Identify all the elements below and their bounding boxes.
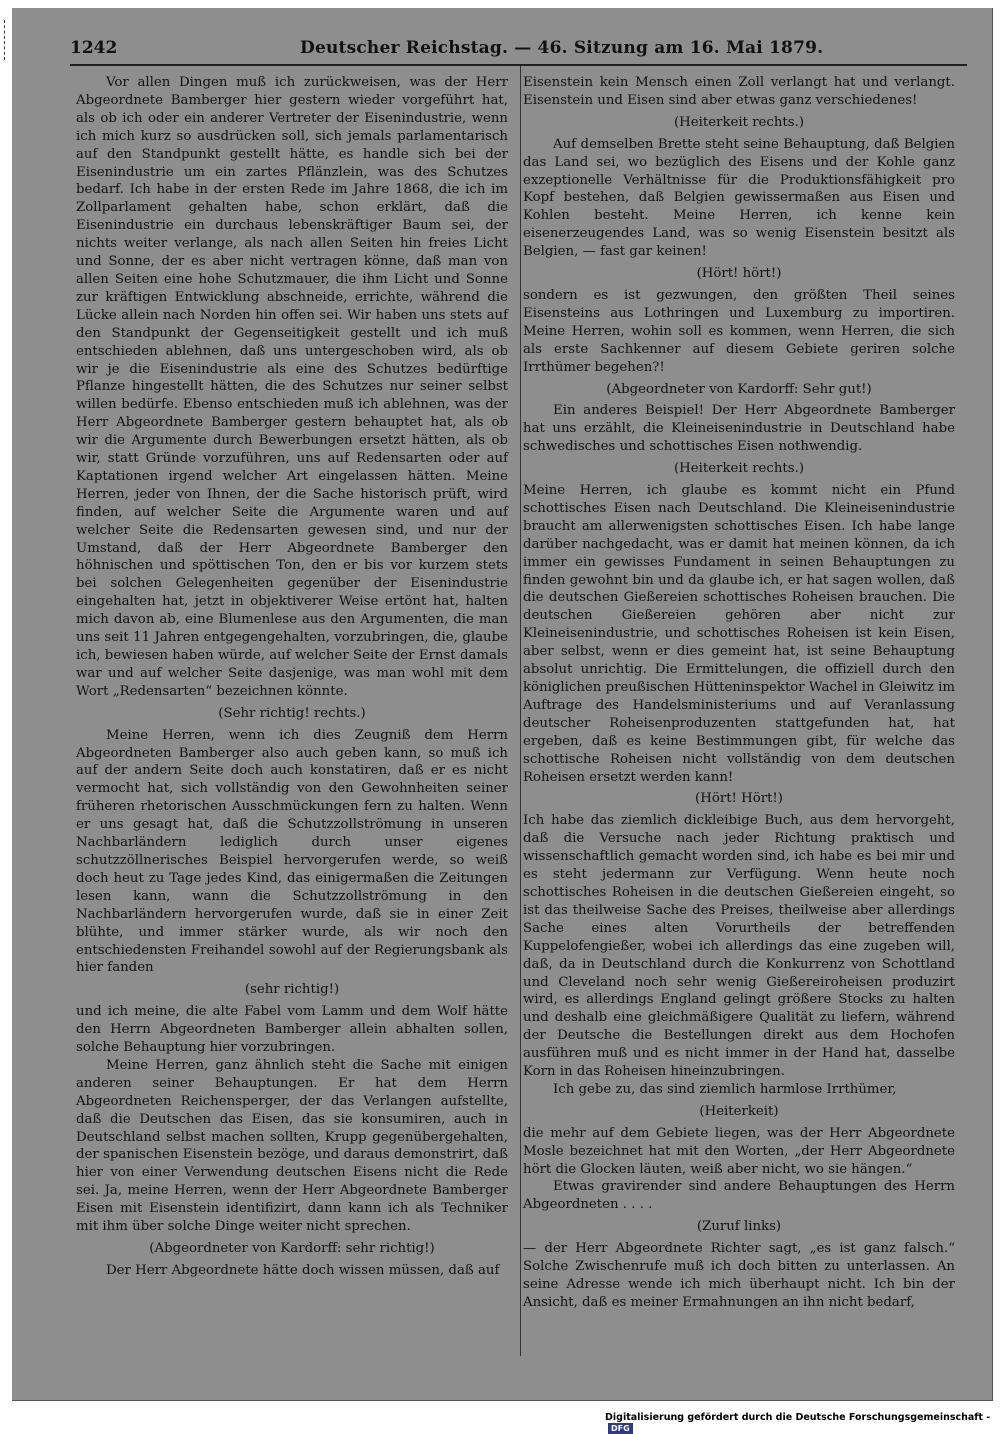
- interjection: (Zuruf links): [696, 1219, 782, 1235]
- paragraph: Auf demselben Brette steht seine Behauptung, daß Belgien das Land sei, wo bezüglich des Eisens und der Kohle ganz exzeptionelle Verhältnisse für die Produktionsfähigkeit pro Kopf bestehen, daß Belgien gewissermaßen aus Eisen und Kohlen besteht. Meine Herren, ich kenne kein eisenerzeugendes Land, was so wenig Eisenstein besitzt als Belgien, — fast gar keinen!: [523, 136, 955, 260]
- paragraph: Ich habe das ziemlich dickleibige Buch, aus dem hervorgeht, daß die Versuche nach jeder Richtung praktisch und wissenschaftlich gemacht worden sind, ich habe es bei mir und es steht jedermann zur Verfügung. Wenn heute noch schottisches Roheisen in die deutschen Gießereien eingeht, so ist das theilweise Sache des Preises, theilweise aber allerdings Sache eines alten Vorurtheils der betreffenden Kuppelofengießer, wobei ich allerdings das eine zugeben will, daß, da in Deutschland durch die Konkurrenz von Schottland und Cleveland noch sehr wenig Gießereiroheisen produzirt wird, es allerdings England gelingt größere Stocks zu halten und deshalb eine gleichmäßigere Qualität zu liefern, während der Deutsche die Bestellungen direkt aus dem Hochofen ausführen muß und es nicht immer in der Hand hat, dasselbe Korn in das Roheisen hineinzubringen.: [523, 813, 955, 1080]
- paragraph: Eisenstein kein Mensch einen Zoll verlangt hat und verlangt. Eisenstein und Eisen sind aber etwas ganz verschiedenes!: [523, 75, 955, 108]
- paragraph: Meine Herren, ich glaube es kommt nicht ein Pfund schottisches Eisen nach Deutschland. Die Kleineisenindustrie braucht am allerwenigsten schottisches Eisen. Ich habe lange darüber nachgedacht, was er damit hat meinen können, da ich immer ein gewisses Fundament in seinen Behauptungen zu finden gewohnt bin und da glaube ich, er hat sagen wollen, daß die deutschen Gießereien schottisches Roheisen brauchen. Die deutschen Gießereien gehören aber nicht zur Kleineisenindustrie, und schottisches Roheisen ist kein Eisen, aber selbst, wenn er dies gemeint hat, ist seine Behauptung absolut unrichtig. Die Ermittelungen, die offiziell durch den königlichen preußischen Hütteninspektor Wachel in Gleiwitz im Auftrage des Handelsministeriums und auf Veranlassung deutscher Roheisenproduzenten stattgefunden hat, hat ergeben, daß es keine Bestimmungen gibt, für welche das schottische Roheisen nicht vollständig von dem deutschen Roheisen ersetzt werden kann!: [523, 483, 955, 785]
- page-header: [70, 36, 967, 66]
- page-title: Deutscher Reichstag. — 46. Sitzung am 16. Mai 1879.: [300, 38, 824, 58]
- interjection: (sehr richtig!): [244, 982, 340, 998]
- right-column: [523, 74, 955, 1312]
- interjection: (Heiterkeit): [699, 1103, 779, 1119]
- interjection: (Hört! Hört!): [695, 791, 783, 807]
- paragraph: und ich meine, die alte Fabel vom Lamm und dem Wolf hätte den Herrn Abgeordneten Bamberger allein abhalten sollen, solche Behauptung hier vorzubringen.: [76, 1004, 508, 1056]
- interjection: (Heiterkeit rechts.): [673, 114, 805, 130]
- paragraph: Vor allen Dingen muß ich zurückweisen, was der Herr Abgeordnete Bamberger hier gestern wieder vorgeführt hat, als ob ich oder ein anderer Vertreter der Eisenindustrie, wenn ich mich kurz so ausdrücken soll, sich jemals parlamentarisch auf den Standpunkt gestellt hätte, es handle sich bei der Eisenindustrie um ein zartes Pflänzlein, was des Schutzes bedarf. Ich habe in der ersten Rede im Jahre 1868, die ich im Zollparlament gehalten habe, schon erklärt, daß die Eisenindustrie ein durchaus lebenskräftiger Baum sei, der nichts weiter verlange, als nach allen Seiten hin freies Licht und Sonne, der es aber nicht vertragen könne, daß man von allen Seiten eine hohe Schutzmauer, die ihm Licht und Sonne zur kräftigen Entwicklung abschneide, errichte, während die Lücke allein nach Norden hin offen sei. Wir haben uns stets auf den Standpunkt der Gegenseitigkeit gestellt und ich muß entschieden ablehnen, daß uns untergeschoben wird, als ob wir je die Eisenindustrie als eine des Schutzes bedürftige Pflanze hingestellt hätten, die des Schutzes nur seiner selbst willen bedürfe. Ebenso entschieden muß ich ablehnen, was der Herr Abgeordnete Bamberger gestern behauptet hat, als ob wir die Argumente durch Bewerbungen ersetzt hätten, als ob wir, statt Gründe vorzuführen, uns auf Redensarten oder auf Kaptationen irgend welcher Art eingelassen hätten. Meine Herren, jeder von Ihnen, der die Sache historisch prüft, wird finden, auf welcher Seite die Argumente waren und auf welcher Seite die Redensarten gewesen sind, und nur der Umstand, daß der Herr Abgeordnete Bamberger den höhnischen und spöttischen Ton, den er bis vor kurzem stets bei solchen Gelegenheiten gegenüber der Eisenindustrie eingehalten hat, jetzt in objektiverer Weise ertönt hat, halten mich davon ab, eine Blumenlese aus den Argumenten, die man uns seit 11 Jahren entgegengehalten, vorzubringen, die, glaube ich, bewiesen haben würde, auf welcher Seite der Ernst damals war und auf welcher Seite dasjenige, was man wohl mit dem Wort „Redensarten“ bezeichnen könnte.: [76, 75, 508, 699]
- left-column: [76, 74, 508, 1280]
- interjection: (Heiterkeit rechts.): [673, 461, 805, 477]
- header-rule: [70, 64, 967, 66]
- interjection: (Hört! hört!): [696, 266, 782, 282]
- footer: [605, 1412, 1000, 1434]
- column-divider: [520, 66, 521, 1356]
- paragraph: Der Herr Abgeordnete hätte doch wissen müssen, daß auf: [106, 1262, 500, 1278]
- paragraph: Ein anderes Beispiel! Der Herr Abgeordnete Bamberger hat uns erzählt, die Kleineisenindustrie in Deutschland habe schwedisches und schottisches Eisen nothwendig.: [523, 403, 955, 455]
- paragraph: sondern es ist gezwungen, den größten Theil seines Eisensteins aus Lothringen und Luxemburg zu importiren. Meine Herren, wohin soll es kommen, wenn Herren, die sich als erste Sachkenner auf diesem Gebiete geriren solche Irrthümer begehen?!: [523, 287, 955, 375]
- paragraph: Meine Herren, ganz ähnlich steht die Sache mit einigen anderen seiner Behauptungen. Er hat dem Herrn Abgeordneten Reichensperger, der das Verlangen aufstellte, daß die Deutschen das Eisen, das sie konsumiren, auch in Deutschland selbst machen sollten, Krupp gegenübergehalten, der spanischen Eisenstein bezöge, und daraus demonstrirt, daß hier von einer Verwendung deutschen Eisens nicht die Rede sei. Ja, meine Herren, wenn der Herr Abgeordnete Bamberger Eisen mit Eisenstein identifizirt, dann kann ich als Techniker mit ihm über solche Dinge weiter nicht sprechen.: [76, 1057, 508, 1235]
- interjection: (Sehr richtig! rechts.): [218, 705, 366, 721]
- scan-margin-mark: [4, 20, 7, 60]
- paragraph: Ich gebe zu, das sind ziemlich harmlose Irrthümer,: [553, 1081, 897, 1097]
- page-number: 1242: [70, 38, 118, 58]
- paragraph: Etwas gravirender sind andere Behauptungen des Herrn Abgeordneten . . . .: [523, 1179, 955, 1213]
- paragraph: — der Herr Abgeordnete Richter sagt, „es ist ganz falsch.“ Solche Zwischenrufe muß ich doch bitten zu unterlassen. An seine Adresse wende ich mich überhaupt nicht. Ich bin der Ansicht, daß es meiner Ermahnungen an ihn nicht bedarf,: [523, 1241, 955, 1310]
- paragraph: Meine Herren, wenn ich dies Zeugniß dem Herrn Abgeordneten Bamberger also auch geben kann, so muß ich auf der andern Seite doch auch konstatiren, daß er es nicht vermocht hat, sich vollständig von den Gewohnheiten seiner früheren rhetorischen Ausschmückungen fern zu halten. Wenn er uns gesagt hat, daß die Schutzzollströmung in unseren Nachbarländern lediglich durch unser eigenes schutzzöllnerisches Beispiel hervorgerufen werde, so weiß doch heut zu Tage jedes Kind, das einigermaßen die Zeitungen lesen kann, wann die Schutzzollströmung in den Nachbarländern hervorgerufen wurde, daß sie in einer Zeit blühte, und immer stärker wurde, als wir noch den entschiedensten Freihandel sowohl auf der Regierungsbank als hier fanden: [76, 727, 508, 976]
- interjection: (Abgeordneter von Kardorff: sehr richtig!): [149, 1241, 435, 1256]
- paragraph: die mehr auf dem Gebiete liegen, was der Herr Abgeordnete Mosle bezeichnet hat mit den Worten, „der Herr Abgeordnete hört die Glocken läuten, weiß aber nicht, wo sie hängen.“: [523, 1125, 955, 1177]
- dfg-logo: DFG: [608, 1423, 633, 1434]
- footer-text: Digitalisierung gefördert durch die Deutsche Forschungsgemeinschaft -: [605, 1412, 991, 1423]
- interjection: (Abgeordneter von Kardorff: Sehr gut!): [606, 381, 872, 397]
